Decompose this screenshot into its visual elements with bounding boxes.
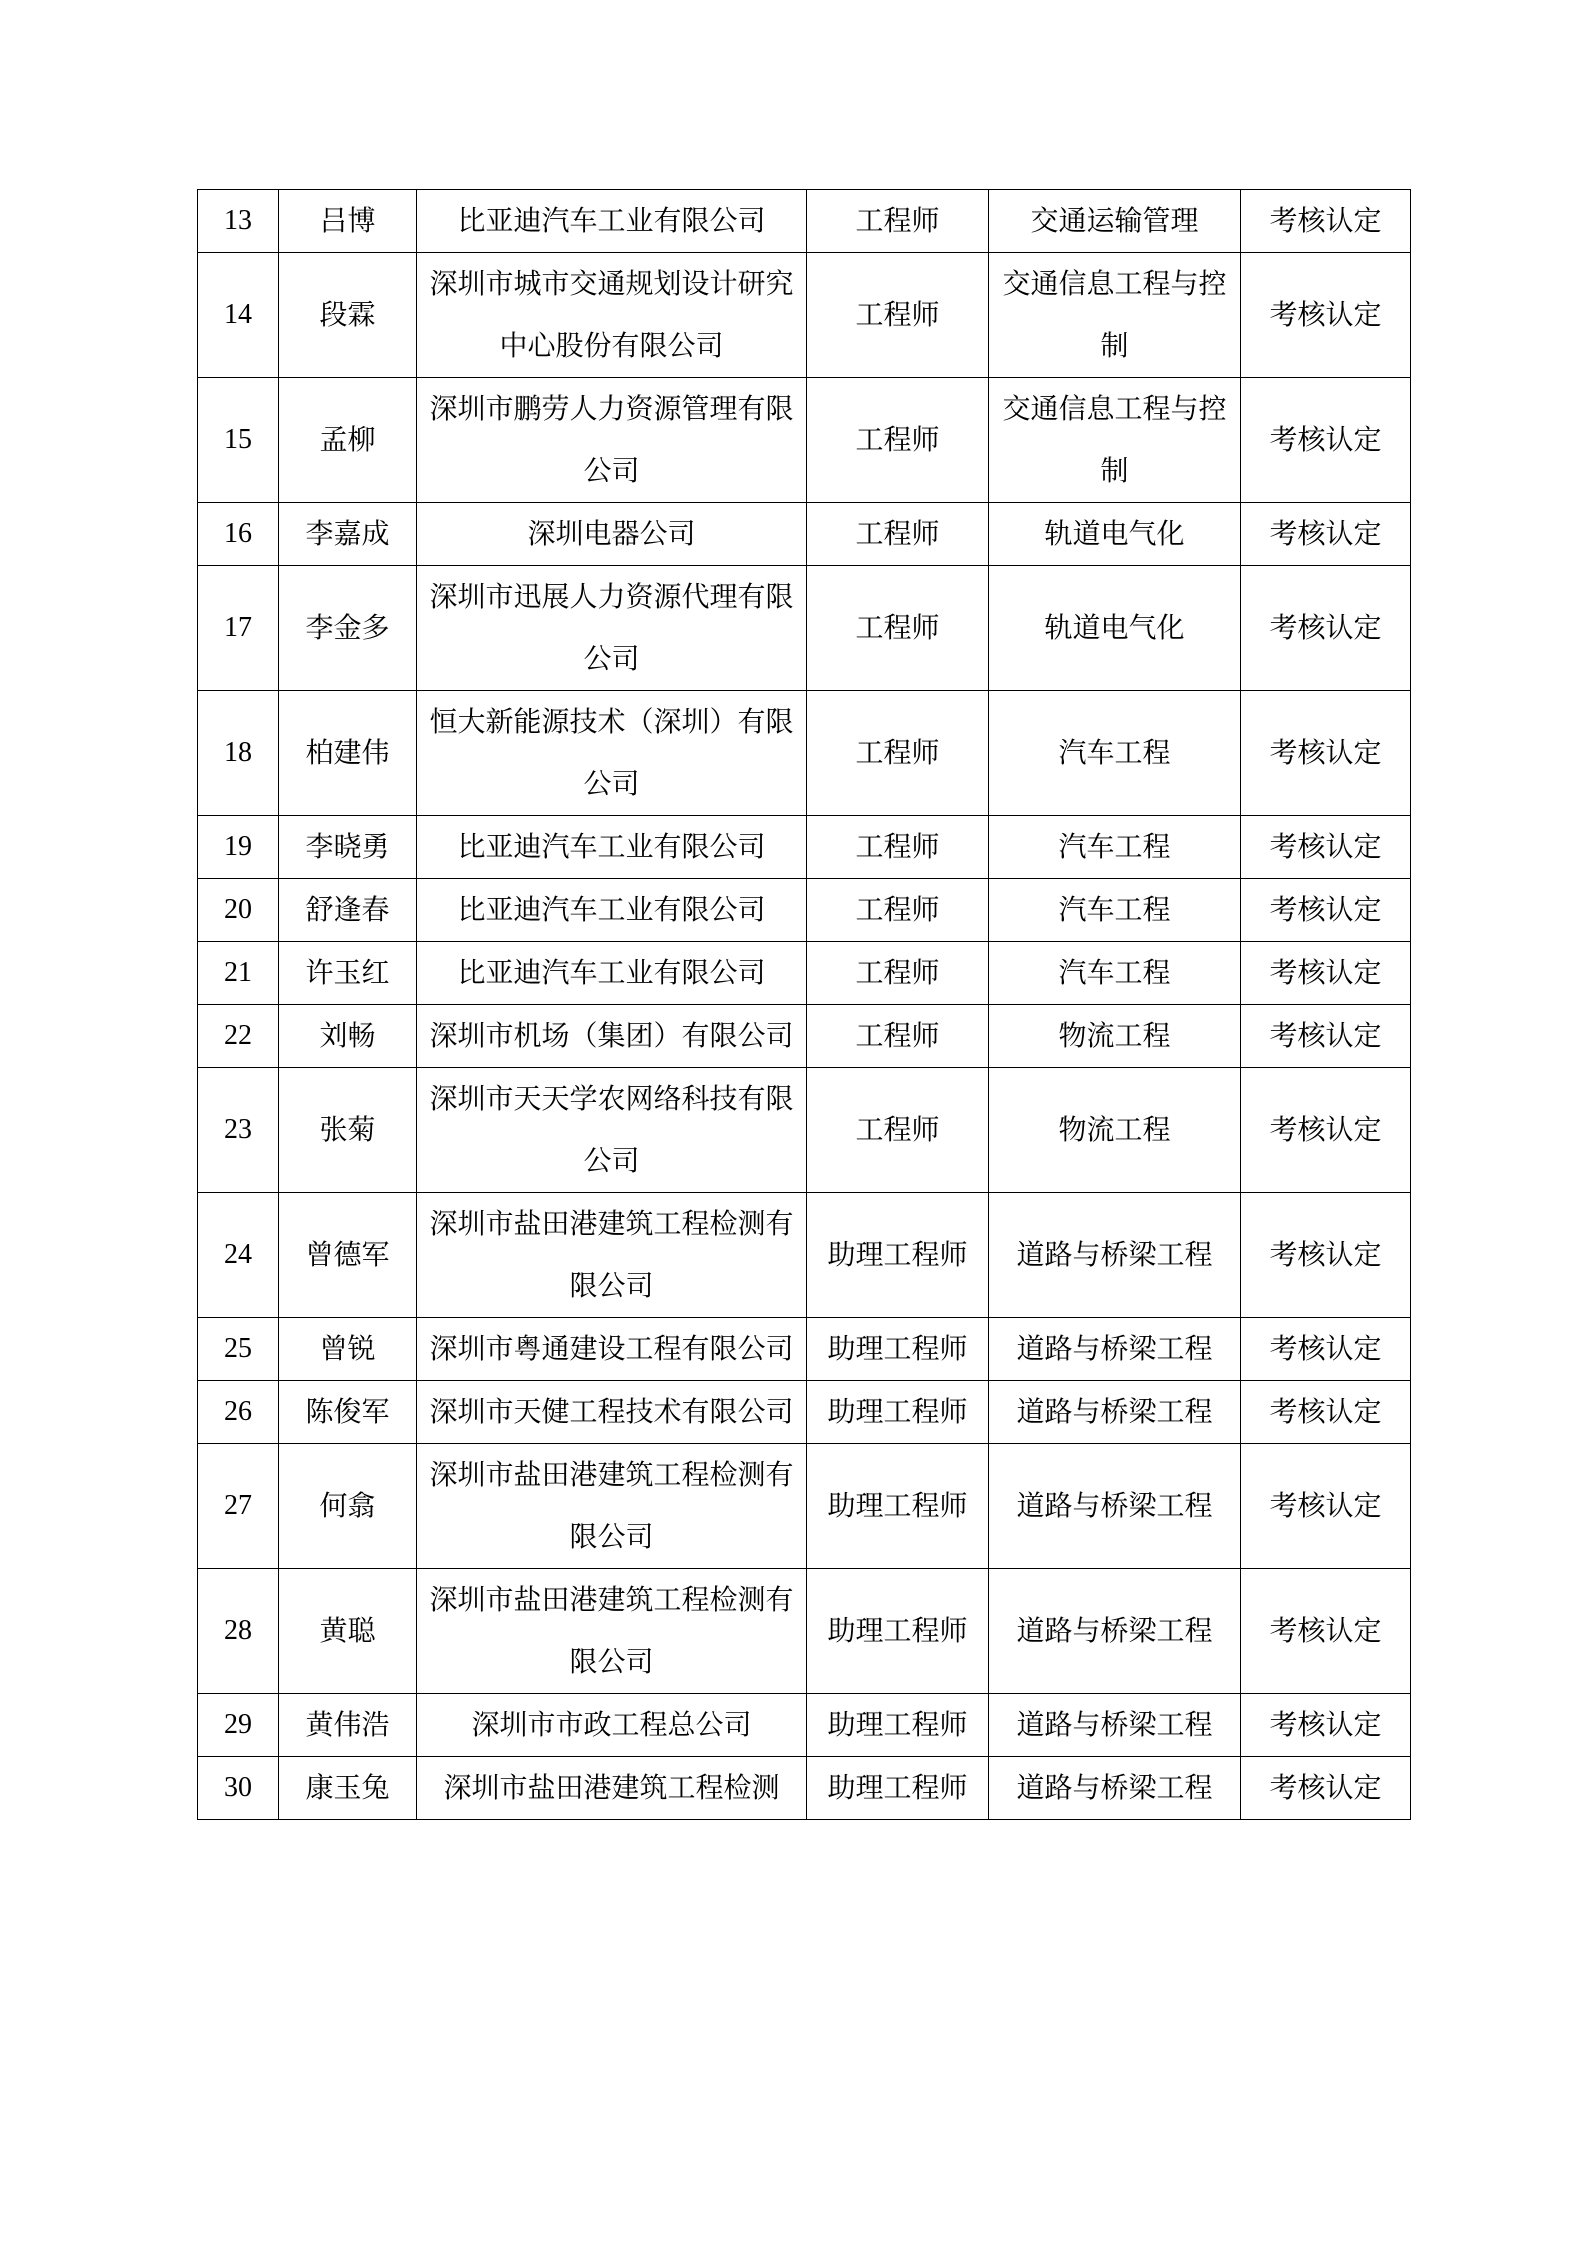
major-field: 道路与桥梁工程 xyxy=(989,1757,1241,1820)
table-row xyxy=(198,879,1411,942)
assessment-method: 考核认定 xyxy=(1241,1005,1411,1068)
company-name: 深圳市盐田港建筑工程检测有限公司 xyxy=(417,1569,807,1694)
major-field: 交通信息工程与控制 xyxy=(989,253,1241,378)
major-field: 汽车工程 xyxy=(989,816,1241,879)
qualification-title: 工程师 xyxy=(807,879,989,942)
row-number: 27 xyxy=(198,1444,279,1569)
row-number: 14 xyxy=(198,253,279,378)
qualification-title: 助理工程师 xyxy=(807,1318,989,1381)
row-number: 22 xyxy=(198,1005,279,1068)
table-row xyxy=(198,942,1411,1005)
assessment-method: 考核认定 xyxy=(1241,1444,1411,1569)
table-row xyxy=(198,1068,1411,1193)
qualification-title: 工程师 xyxy=(807,942,989,1005)
table-row xyxy=(198,691,1411,816)
roster-body xyxy=(198,190,1411,1820)
qualification-title: 工程师 xyxy=(807,691,989,816)
person-name: 刘畅 xyxy=(279,1005,417,1068)
company-name: 深圳市天天学农网络科技有限公司 xyxy=(417,1068,807,1193)
person-name: 李嘉成 xyxy=(279,503,417,566)
row-number: 28 xyxy=(198,1569,279,1694)
assessment-method: 考核认定 xyxy=(1241,1068,1411,1193)
person-name: 李金多 xyxy=(279,566,417,691)
major-field: 汽车工程 xyxy=(989,691,1241,816)
person-name: 陈俊军 xyxy=(279,1381,417,1444)
person-name: 康玉兔 xyxy=(279,1757,417,1820)
major-field: 道路与桥梁工程 xyxy=(989,1193,1241,1318)
assessment-method: 考核认定 xyxy=(1241,691,1411,816)
company-name: 深圳市天健工程技术有限公司 xyxy=(417,1381,807,1444)
major-field: 道路与桥梁工程 xyxy=(989,1444,1241,1569)
table-row xyxy=(198,1193,1411,1318)
company-name: 深圳市迅展人力资源代理有限公司 xyxy=(417,566,807,691)
table-row xyxy=(198,503,1411,566)
row-number: 16 xyxy=(198,503,279,566)
assessment-method: 考核认定 xyxy=(1241,816,1411,879)
table-row xyxy=(198,1005,1411,1068)
person-name: 吕博 xyxy=(279,190,417,253)
company-name: 深圳市盐田港建筑工程检测有限公司 xyxy=(417,1193,807,1318)
major-field: 物流工程 xyxy=(989,1005,1241,1068)
company-name: 深圳市鹏劳人力资源管理有限公司 xyxy=(417,378,807,503)
company-name: 深圳市盐田港建筑工程检测有限公司 xyxy=(417,1444,807,1569)
assessment-method: 考核认定 xyxy=(1241,253,1411,378)
person-name: 张菊 xyxy=(279,1068,417,1193)
major-field: 道路与桥梁工程 xyxy=(989,1694,1241,1757)
major-field: 道路与桥梁工程 xyxy=(989,1318,1241,1381)
qualification-title: 助理工程师 xyxy=(807,1444,989,1569)
company-name: 深圳市粤通建设工程有限公司 xyxy=(417,1318,807,1381)
assessment-method: 考核认定 xyxy=(1241,1694,1411,1757)
company-name: 深圳市机场（集团）有限公司 xyxy=(417,1005,807,1068)
major-field: 道路与桥梁工程 xyxy=(989,1381,1241,1444)
company-name: 比亚迪汽车工业有限公司 xyxy=(417,942,807,1005)
table-row xyxy=(198,1694,1411,1757)
company-name: 比亚迪汽车工业有限公司 xyxy=(417,190,807,253)
company-name: 深圳市城市交通规划设计研究中心股份有限公司 xyxy=(417,253,807,378)
assessment-method: 考核认定 xyxy=(1241,1381,1411,1444)
major-field: 道路与桥梁工程 xyxy=(989,1569,1241,1694)
person-name: 许玉红 xyxy=(279,942,417,1005)
qualification-title: 工程师 xyxy=(807,566,989,691)
person-name: 段霖 xyxy=(279,253,417,378)
company-name: 比亚迪汽车工业有限公司 xyxy=(417,879,807,942)
row-number: 25 xyxy=(198,1318,279,1381)
row-number: 13 xyxy=(198,190,279,253)
row-number: 29 xyxy=(198,1694,279,1757)
person-name: 黄聪 xyxy=(279,1569,417,1694)
table-row xyxy=(198,1569,1411,1694)
company-name: 深圳电器公司 xyxy=(417,503,807,566)
table-row xyxy=(198,816,1411,879)
major-field: 汽车工程 xyxy=(989,942,1241,1005)
major-field: 汽车工程 xyxy=(989,879,1241,942)
qualification-title: 助理工程师 xyxy=(807,1694,989,1757)
major-field: 交通运输管理 xyxy=(989,190,1241,253)
qualification-title: 助理工程师 xyxy=(807,1569,989,1694)
row-number: 24 xyxy=(198,1193,279,1318)
assessment-method: 考核认定 xyxy=(1241,190,1411,253)
major-field: 交通信息工程与控制 xyxy=(989,378,1241,503)
assessment-method: 考核认定 xyxy=(1241,1193,1411,1318)
roster-table xyxy=(197,189,1411,1820)
qualification-title: 助理工程师 xyxy=(807,1193,989,1318)
qualification-title: 助理工程师 xyxy=(807,1757,989,1820)
major-field: 轨道电气化 xyxy=(989,503,1241,566)
qualification-title: 工程师 xyxy=(807,1005,989,1068)
assessment-method: 考核认定 xyxy=(1241,879,1411,942)
table-row xyxy=(198,378,1411,503)
assessment-method: 考核认定 xyxy=(1241,503,1411,566)
row-number: 21 xyxy=(198,942,279,1005)
company-name: 比亚迪汽车工业有限公司 xyxy=(417,816,807,879)
row-number: 19 xyxy=(198,816,279,879)
qualification-title: 助理工程师 xyxy=(807,1381,989,1444)
company-name: 深圳市盐田港建筑工程检测 xyxy=(417,1757,807,1820)
major-field: 物流工程 xyxy=(989,1068,1241,1193)
table-row xyxy=(198,1444,1411,1569)
qualification-title: 工程师 xyxy=(807,1068,989,1193)
qualification-title: 工程师 xyxy=(807,190,989,253)
assessment-method: 考核认定 xyxy=(1241,1757,1411,1820)
assessment-method: 考核认定 xyxy=(1241,566,1411,691)
major-field: 轨道电气化 xyxy=(989,566,1241,691)
assessment-method: 考核认定 xyxy=(1241,1569,1411,1694)
row-number: 17 xyxy=(198,566,279,691)
row-number: 18 xyxy=(198,691,279,816)
table-row xyxy=(198,190,1411,253)
company-name: 深圳市市政工程总公司 xyxy=(417,1694,807,1757)
qualification-title: 工程师 xyxy=(807,816,989,879)
company-name: 恒大新能源技术（深圳）有限公司 xyxy=(417,691,807,816)
row-number: 15 xyxy=(198,378,279,503)
row-number: 26 xyxy=(198,1381,279,1444)
person-name: 舒逢春 xyxy=(279,879,417,942)
assessment-method: 考核认定 xyxy=(1241,378,1411,503)
qualification-title: 工程师 xyxy=(807,503,989,566)
row-number: 30 xyxy=(198,1757,279,1820)
qualification-title: 工程师 xyxy=(807,253,989,378)
person-name: 孟柳 xyxy=(279,378,417,503)
assessment-method: 考核认定 xyxy=(1241,1318,1411,1381)
table-row xyxy=(198,1381,1411,1444)
person-name: 曾德军 xyxy=(279,1193,417,1318)
person-name: 黄伟浩 xyxy=(279,1694,417,1757)
assessment-method: 考核认定 xyxy=(1241,942,1411,1005)
table-row xyxy=(198,253,1411,378)
person-name: 李晓勇 xyxy=(279,816,417,879)
person-name: 柏建伟 xyxy=(279,691,417,816)
row-number: 20 xyxy=(198,879,279,942)
person-name: 曾锐 xyxy=(279,1318,417,1381)
qualification-title: 工程师 xyxy=(807,378,989,503)
row-number: 23 xyxy=(198,1068,279,1193)
table-row xyxy=(198,1318,1411,1381)
person-name: 何翕 xyxy=(279,1444,417,1569)
table-row xyxy=(198,566,1411,691)
table-row xyxy=(198,1757,1411,1820)
